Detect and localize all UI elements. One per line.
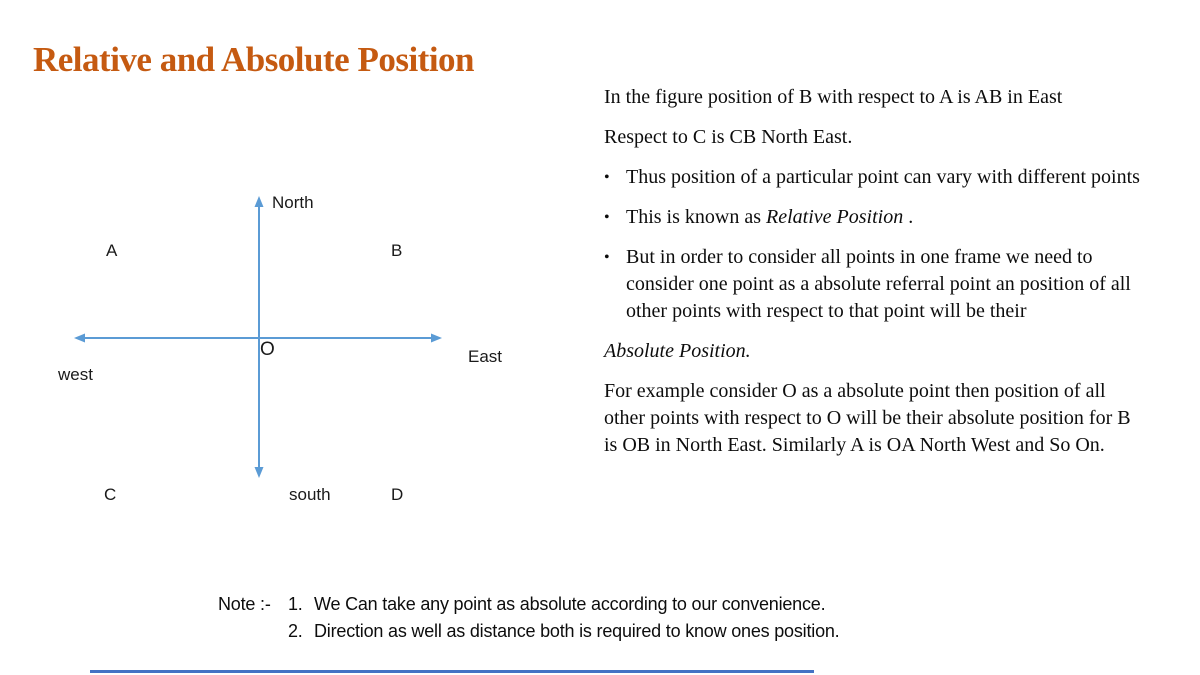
note-label: Note :- xyxy=(218,594,271,614)
bullet-text: But in order to consider all points in one frame we need to consider one point as a absolute referral point an position of all other points with respect to that point will be their xyxy=(626,246,1131,322)
label-west: west xyxy=(58,365,93,384)
label-point-a: A xyxy=(106,241,118,260)
note-label-spacer xyxy=(218,618,288,645)
bullet-icon: • xyxy=(604,169,610,186)
bullet-icon: • xyxy=(604,209,610,226)
north-arrowhead-icon xyxy=(255,196,264,207)
paragraph-figure-intro: In the figure position of B with respect to A is AB in East xyxy=(604,86,1063,108)
label-east: East xyxy=(468,347,503,366)
west-arrowhead-icon xyxy=(74,334,85,343)
bullet-text xyxy=(626,204,1144,231)
note-item-2-number: 2. xyxy=(288,621,303,641)
bullet-item-relative-position xyxy=(604,204,1144,231)
note-line-1 xyxy=(218,591,840,618)
label-origin-o: O xyxy=(260,339,275,360)
relative-position-term: Relative Position xyxy=(766,206,904,228)
bullet-text: Thus position of a particular point can vary with different points xyxy=(626,166,1140,188)
page-title: Relative and Absolute Position xyxy=(33,40,475,79)
label-south: south xyxy=(289,485,331,504)
label-point-b: B xyxy=(391,241,403,260)
body-text-column xyxy=(604,84,1144,472)
bullet2-suffix: . xyxy=(903,206,914,228)
east-arrowhead-icon xyxy=(431,334,442,343)
label-point-c: C xyxy=(104,485,117,504)
note-block xyxy=(218,591,840,645)
note-item-2-text: Direction as well as distance both is required to know ones position. xyxy=(314,621,840,641)
note-line-2 xyxy=(218,618,840,645)
south-arrowhead-icon xyxy=(255,467,264,478)
paragraph-respect-c: Respect to C is CB North East. xyxy=(604,126,853,148)
paragraph-example-o: For example consider O as a absolute point then position of all other points with respect to O will be their absolute position for B is OB in North East. Similarly A is OA North West and So On. xyxy=(604,380,1131,456)
slide-bottom-accent-line xyxy=(90,670,814,673)
label-point-d: D xyxy=(391,485,404,504)
bullet-item-one-frame xyxy=(604,244,1144,325)
note-item-1-number: 1. xyxy=(288,594,303,614)
bullet-icon: • xyxy=(604,249,610,266)
note-item-1-text: We Can take any point as absolute according to our convenience. xyxy=(314,594,826,614)
label-north: North xyxy=(272,193,314,212)
bullet-item-vary xyxy=(604,164,1144,191)
absolute-position-term: Absolute Position. xyxy=(604,340,751,362)
bullet2-prefix: This is known as xyxy=(626,206,766,228)
